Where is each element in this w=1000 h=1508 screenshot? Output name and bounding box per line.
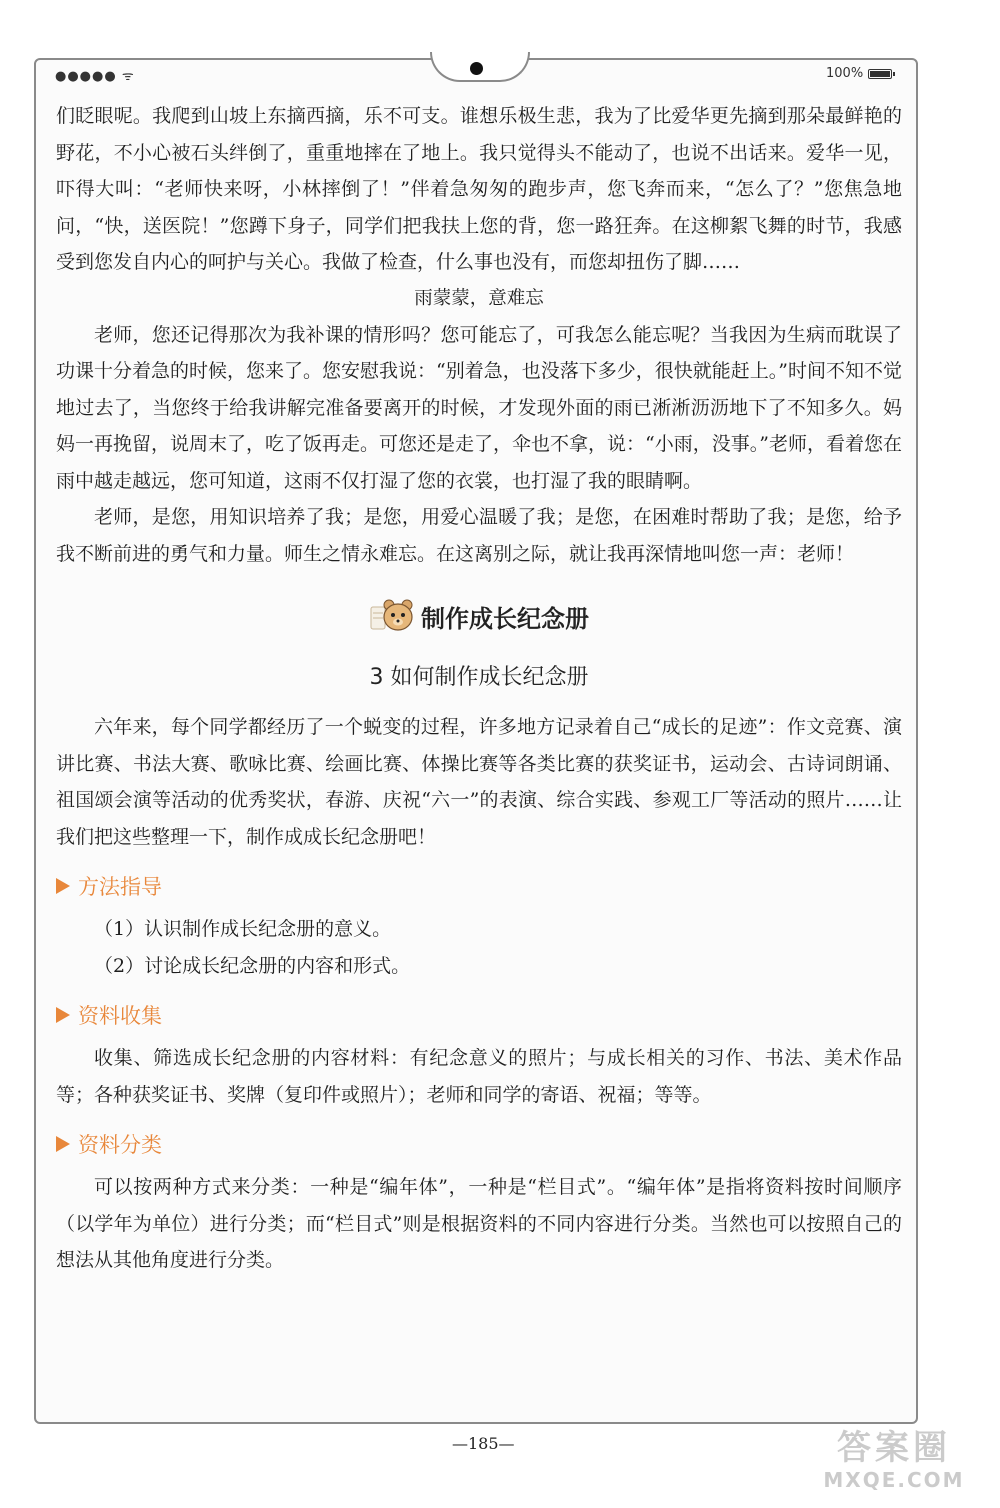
classify-heading	[56, 1127, 902, 1161]
section-title	[56, 594, 902, 638]
page-content	[56, 98, 902, 1279]
paragraph: 们眨眼呢。我爬到山坡上东摘西摘，乐不可支。谁想乐极生悲，我为了比爱华更先摘到那朵最鲜艳的野花，不小心被石头绊倒了，重重地摔在了地上。我只觉得头不能动了，也说不出话来。爱华一见，吓得大叫：“老师快来呀，小林摔倒了！”伴着急匆匆的跑步声，您飞奔而来，“怎么了？”您焦急地问，“快，送医院！”您蹲下身子，同学们把我扶上您的背，您一路狂奔。在这柳絮飞舞的时节，我感受到您发自内心的呵护与关心。我做了检查，什么事也没有，而您却扭伤了脚……	[56, 105, 902, 273]
method-heading	[56, 869, 902, 903]
method-item: （2）讨论成长纪念册的内容和形式。	[94, 954, 411, 977]
page-number: —185—	[452, 1434, 515, 1453]
method-heading-text: 方法指导	[78, 875, 162, 899]
classify-heading-text: 资料分类	[78, 1133, 162, 1157]
battery-label: 100%	[826, 66, 864, 81]
classify-paragraph: 可以按两种方式来分类：一种是“编年体”，一种是“栏目式”。“编年体”是指将资料按时间顺序（以学年为单位）进行分类；而“栏目式”则是根据资料的不同内容进行分类。当然也可以按照自己的想法从其他角度进行分类。	[56, 1176, 902, 1271]
paragraph: 老师，您还记得那次为我补课的情形吗？您可能忘了，可我怎么能忘呢？当我因为生病而耽误了功课十分着急的时候，您来了。您安慰我说：“别着急，也没落下多少，很快就能赶上。”时间不知不觉地过去了，当您终于给我讲解完准备要离开的时候，才发现外面的雨已淅淅沥沥地下了不知多久。妈妈一再挽留，说周末了，吃了饭再走。可您还是走了，伞也不拿，说：“小雨，没事。”老师，看着您在雨中越走越远，您可知道，这雨不仅打湿了您的衣裳，也打湿了我的眼睛啊。	[56, 323, 902, 492]
watermark-bottom: MXQE.COM	[823, 1468, 965, 1492]
collect-heading	[56, 998, 902, 1032]
triangle-bullet-icon	[56, 1007, 70, 1023]
section-title-text: 制作成长纪念册	[421, 604, 589, 633]
watermark-logo	[808, 1428, 980, 1498]
camera-icon	[470, 62, 483, 75]
triangle-bullet-icon	[56, 1136, 70, 1152]
collect-heading-text: 资料收集	[78, 1004, 162, 1028]
intro-paragraph: 六年来，每个同学都经历了一个蜕变的过程，许多地方记录着自己“成长的足迹”：作文竞赛、演讲比赛、书法大赛、歌咏比赛、绘画比赛、体操比赛等各类比赛的获奖证书，运动会、古诗词朗诵、祖国颂会演等活动的优秀奖状，春游、庆祝“六一”的表演、综合实践、参观工厂等活动的照片……让我们把这些整理一下，制作成成长纪念册吧！	[56, 716, 902, 848]
subheading: 雨蒙蒙，意难忘	[414, 287, 544, 309]
signal-indicator: ●●●●● ᯤ	[55, 69, 135, 84]
battery-icon	[868, 69, 892, 79]
triangle-bullet-icon	[56, 878, 70, 894]
lesson-title: 3 如何制作成长纪念册	[369, 665, 589, 690]
bear-mascot-icon	[369, 597, 415, 635]
method-item: （1）认识制作成长纪念册的意义。	[94, 918, 392, 940]
collect-paragraph: 收集、筛选成长纪念册的内容材料：有纪念意义的照片；与成长相关的习作、书法、美术作品等；各种获奖证书、奖牌（复印件或照片）；老师和同学的寄语、祝福；等等。	[56, 1047, 902, 1106]
watermark-top: 答案圈	[837, 1428, 951, 1468]
paragraph: 老师，是您，用知识培养了我；是您，用爱心温暖了我；是您，在困难时帮助了我；是您，给予我不断前进的勇气和力量。师生之情永难忘。在这离别之际，就让我再深情地叫您一声：老师！	[56, 506, 902, 565]
battery-indicator	[826, 66, 892, 81]
